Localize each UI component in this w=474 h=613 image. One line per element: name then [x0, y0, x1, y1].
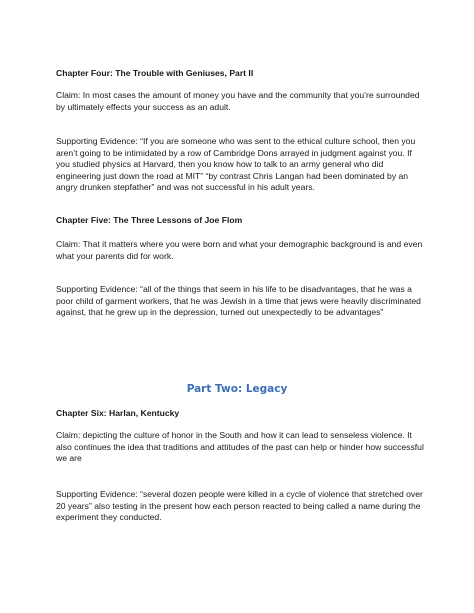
chapter-five-claim: Claim: That it matters where you were born and what your demographic background is and even what your parents did for work. [56, 239, 423, 261]
chapter-four-evidence: Supporting Evidence: “If you are someone who was sent to the ethical culture school, then you aren’t going to be intimidated by a row of Cambridge Dons arrayed in judgment against you. If you studied physics at Harvard, then you know how to talk to an army general who did engineering just down the road at MIT” “by contrast Chris Langan had been dominated by an angry drunken stepfather” and was not successful in his adult years. [56, 136, 416, 192]
chapter-six-claim: Claim: depicting the culture of honor in the South and how it can lead to senseless violence. It also continues the idea that traditions and attitudes of the past can help or hinder how successful we are [56, 430, 424, 463]
chapter-four-heading: Chapter Four: The Trouble with Geniuses, Part II [56, 68, 254, 78]
chapter-four-claim: Claim: In most cases the amount of money you have and the community that you’re surrounded by ultimately effects your success as an adult. [56, 90, 420, 112]
chapter-five-evidence: Supporting Evidence: “all of the things that seem in his life to be disadvantages, that he was a poor child of garment workers, that he was Jewish in a time that jews were heavily discriminated against, that he grew up in the depression, turned out unexpectedly to be advantages” [56, 284, 421, 317]
chapter-six-heading: Chapter Six: Harlan, Kentucky [56, 408, 180, 418]
chapter-six-evidence: Supporting Evidence: “several dozen people were killed in a cycle of violence that stretched over 20 years” also testing in the present how each person reacted to being called a name during the experiment they conducted. [56, 489, 423, 522]
part-two-title: Part Two: Legacy [186, 383, 288, 395]
chapter-five-heading: Chapter Five: The Three Lessons of Joe Flom [56, 215, 243, 225]
